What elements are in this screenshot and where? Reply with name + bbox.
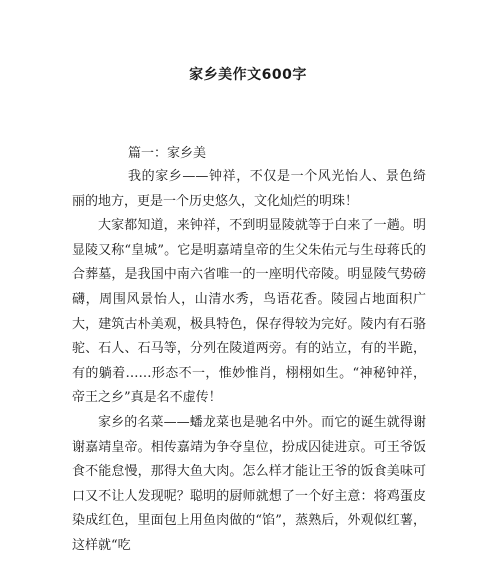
paragraph-intro: 我的家乡——钟祥，不仅是一个风光怡人、景色绮丽的地方，更是一个历史悠久，文化灿烂的明珠！ <box>72 169 426 209</box>
document-body <box>72 165 426 559</box>
paragraph-mingxianling: 大家都知道，来钟祥，不到明显陵就等于白来了一趟。明显陵又称“皇城”。它是明嘉靖皇帝的生父朱佑元与生母蒋氏的合葬墓，是我国中南六省唯一的一座明代帝陵。明显陵气势磅礴，周围风景怡人，山清水秀，鸟语花香。陵园占地面积广大，建筑古朴美观，极具特色，保存得较为完好。陵内有石骆驼、石人、石马等，分列在陵道两旁。有的站立，有的半跪，有的躺着……形态不一，惟妙惟肖，栩栩如生。“神秘钟祥，帝王之乡”真是名不虚传！ <box>72 218 426 406</box>
paragraph-panlongcai: 家乡的名菜——蟠龙菜也是驰名中外。而它的诞生就得谢谢嘉靖皇帝。相传嘉靖为争夺皇位，扮成囚徒进京。可王爷饭食不能怠慢，那得大鱼大肉。怎么样才能让王爷的饭食美味可口又不让人发现呢？聪明的厨师就想了一个好主意：将鸡蛋皮染成红色，里面包上用鱼肉做的“馅”，蒸熟后，外观似红薯，这样就“吃 <box>72 414 426 553</box>
document-title: 家乡美作文600字 <box>189 67 307 83</box>
section-heading: 篇一：家乡美 <box>128 146 207 161</box>
